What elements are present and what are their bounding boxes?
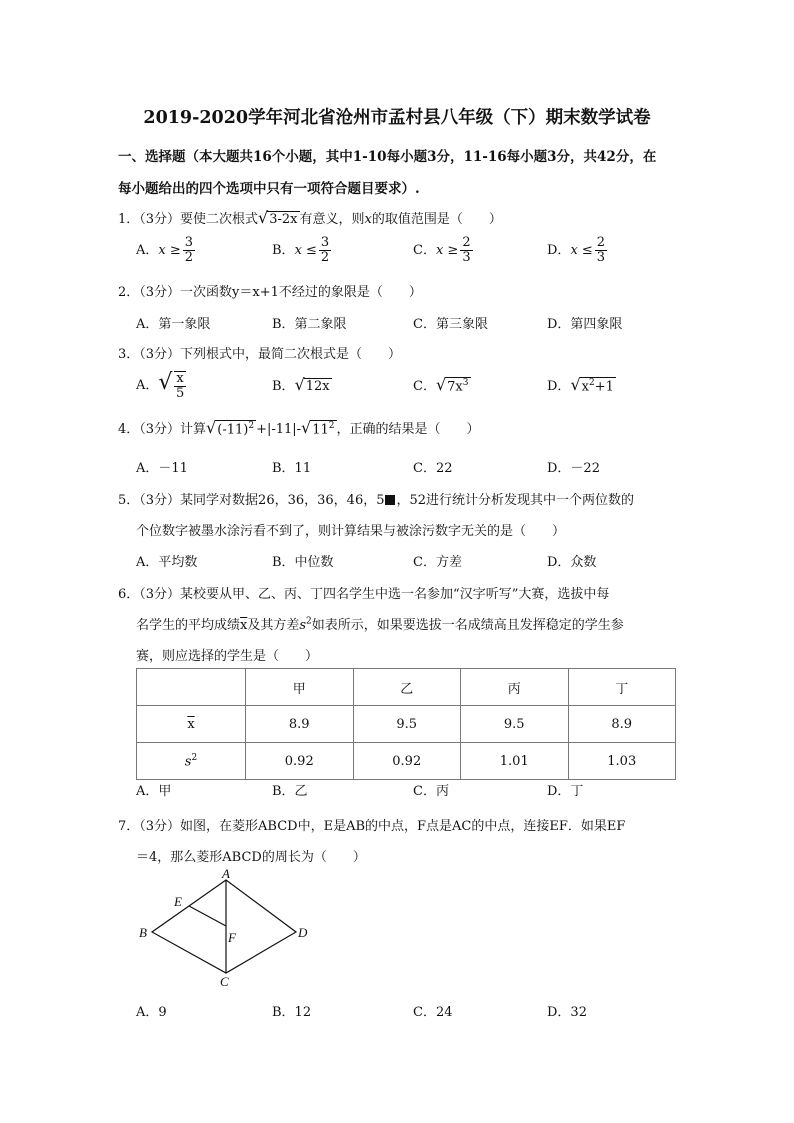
table-cell: 8.9 (246, 706, 354, 743)
question-5-line2: 个位数字被墨水涂污看不到了，则计算结果与被涂污数字无关的是（ ） (136, 524, 566, 539)
question-7-option-a[interactable]: A．9 (136, 1005, 167, 1020)
question-4-option-b[interactable]: B．11 (272, 461, 312, 476)
question-6-line2: 名学生的平均成绩$\overline{x}$及其方差$s^2$如表所示，如果要选拔一名成绩高且发挥稳定的学生参 (136, 616, 624, 633)
question-5-option-d[interactable]: D．众数 (547, 555, 597, 570)
table-cell: 1.01 (461, 743, 569, 780)
vertex-label-d: D (298, 925, 308, 940)
question-1-option-d[interactable]: D．x ≤ $\frac{2}{3}$ (547, 235, 606, 265)
question-3-option-d[interactable]: D．$√x^2+1$ (547, 375, 614, 394)
table-header-cell: 乙 (353, 669, 461, 706)
question-2-option-b[interactable]: B．第二象限 (272, 317, 347, 332)
question-1-option-b[interactable]: B．x ≤ $\frac{3}{2}$ (272, 235, 330, 265)
question-6-option-d[interactable]: D．丁 (547, 784, 584, 799)
question-2-option-d[interactable]: D．第四象限 (547, 317, 623, 332)
table-header-row (137, 669, 676, 706)
segment-ef (189, 906, 226, 926)
question-3-option-a[interactable]: A．√ $\frac{x}{5}$ (136, 370, 185, 401)
question-6-option-c[interactable]: C．丙 (413, 784, 449, 799)
question-4-option-c[interactable]: C．22 (413, 461, 453, 476)
point-label-f: F (228, 930, 236, 945)
question-2-stem: 2．（3分）一次函数y＝x+1不经过的象限是（ ） (118, 285, 422, 300)
section-heading-line2: 每小题给出的四个选项中只有一项符合题目要求）. (118, 181, 420, 197)
question-5-line1: 5．（3分）某同学对数据26，36，36，46，5 ，52进行统计分析发现其中一个两位数的 (118, 493, 635, 508)
question-2-option-a[interactable]: A．第一象限 (136, 317, 211, 332)
rhombus-figure (130, 868, 330, 993)
ink-blot-icon (385, 495, 395, 505)
score-table (136, 668, 676, 780)
table-row (137, 743, 676, 780)
table-row (137, 706, 676, 743)
vertex-label-a: A (222, 868, 230, 881)
table-header-cell: 丁 (568, 669, 676, 706)
table-cell: 9.5 (461, 706, 569, 743)
question-1-option-a[interactable]: A．x ≥ $\frac{3}{2}$ (136, 235, 194, 265)
question-7-option-d[interactable]: D．32 (547, 1005, 587, 1020)
vertex-label-c: C (220, 974, 229, 989)
question-6-option-a[interactable]: A．甲 (136, 784, 172, 799)
section-heading-line1: 一、选择题（本大题共16个小题，其中1-10每小题3分，11-16每小题3分，共42分，在 (118, 149, 657, 165)
question-3-option-c[interactable]: C．$√7x^3$ (413, 375, 469, 394)
question-4-stem: 4．（3分）计算$√(-11)^2 +|-11|-√11^2$ ，正确的结果是（ ） (118, 418, 480, 437)
question-7-option-c[interactable]: C．24 (413, 1005, 453, 1020)
vertex-label-b: B (139, 925, 147, 940)
table-row-label: $s^2$ (137, 743, 246, 780)
question-6-line1: 6．（3分）某校要从甲、乙、丙、丁四名学生中选一名参加“汉字听写”大赛，选拔中每 (118, 587, 610, 602)
point-label-e: E (174, 894, 182, 909)
table-header-cell: 丙 (461, 669, 569, 706)
question-6-option-b[interactable]: B．乙 (272, 784, 308, 799)
table-cell: 1.03 (568, 743, 676, 780)
question-1-stem: 1．（3分）要使二次根式√3-2x 有意义，则x的取值范围是（ ） (118, 208, 502, 227)
table-cell: 9.5 (353, 706, 461, 743)
table-header-cell: 甲 (246, 669, 354, 706)
question-5-option-b[interactable]: B．中位数 (272, 555, 334, 570)
question-5-option-c[interactable]: C．方差 (413, 555, 462, 570)
question-6-line3: 赛，则应选择的学生是（ ） (136, 649, 319, 664)
question-1-option-c[interactable]: C．x ≥ $\frac{2}{3}$ (413, 235, 471, 265)
question-4-option-a[interactable]: A．－11 (136, 461, 188, 476)
table-row-label: $\overline{x}$ (137, 706, 246, 743)
question-7-option-b[interactable]: B．12 (272, 1005, 312, 1020)
table-cell: 0.92 (353, 743, 461, 780)
page-title: 2019-2020学年河北省沧州市孟村县八年级（下）期末数学试卷 (143, 108, 651, 128)
table-header-cell (137, 669, 246, 706)
question-3-stem: 3．（3分）下列根式中，最简二次根式是（ ） (118, 347, 402, 362)
question-7-line2: ＝4，那么菱形ABCD的周长为（ ） (136, 850, 366, 865)
question-7-line1: 7．（3分）如图，在菱形ABCD中，E是AB的中点，F点是AC的中点，连接EF．如果EF (118, 819, 626, 834)
table-cell: 8.9 (568, 706, 676, 743)
question-2-option-c[interactable]: C．第三象限 (413, 317, 488, 332)
question-3-option-b[interactable]: B．√12x (272, 375, 330, 394)
question-5-option-a[interactable]: A．平均数 (136, 555, 198, 570)
table-cell: 0.92 (246, 743, 354, 780)
question-4-option-d[interactable]: D．－22 (547, 461, 600, 476)
